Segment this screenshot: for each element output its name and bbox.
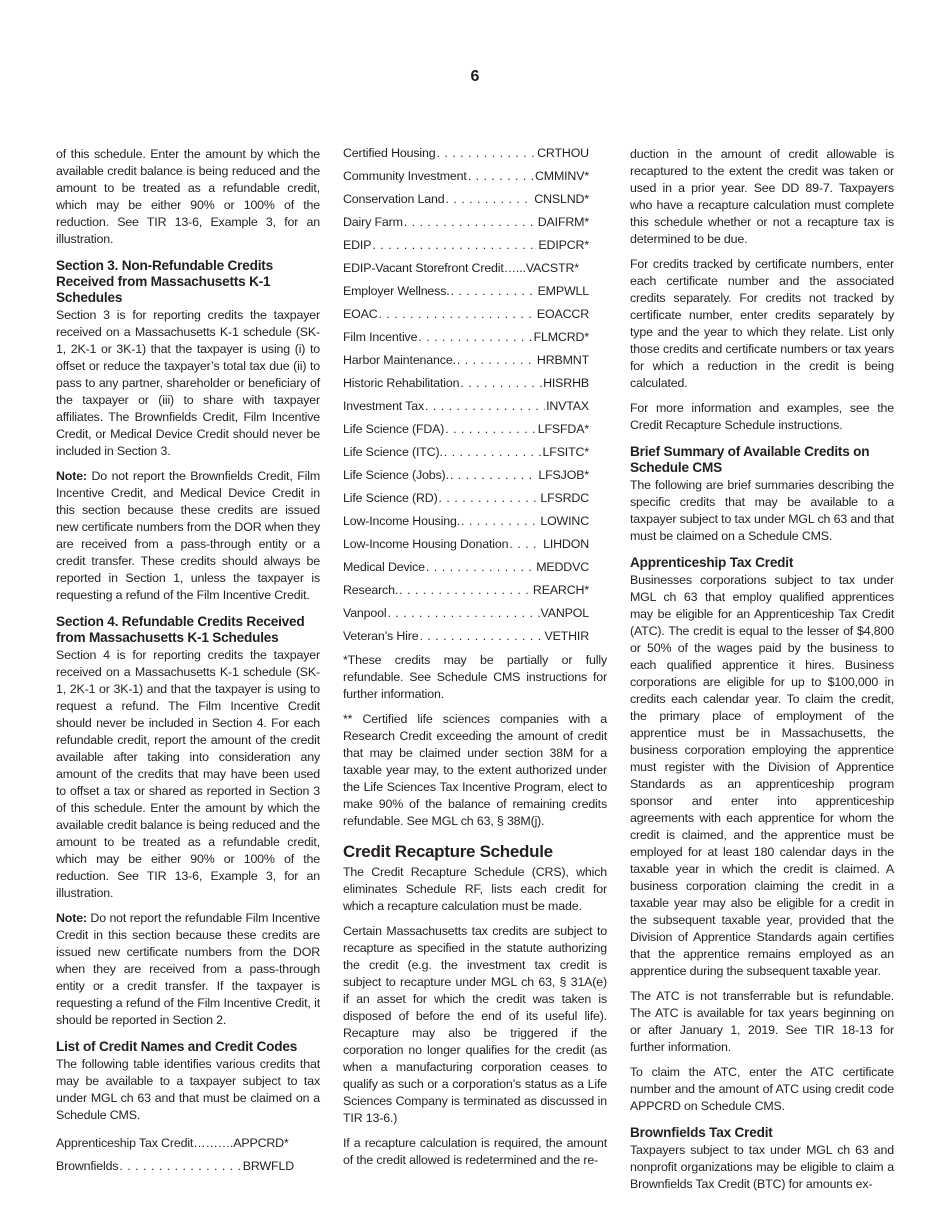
credit-code: MEDDVC [536,560,589,574]
leader-dots [445,418,536,441]
column-left [56,146,320,1178]
credit-code: LFSFDA* [537,422,589,436]
credit-name: Low-Income Housing Donation [343,537,509,551]
credit-code-row [56,1155,294,1178]
credit-code: VETHIR [544,629,589,643]
credit-name: Veteran’s Hire [343,629,419,643]
credit-code-row [56,1132,294,1155]
section-4-note [56,910,320,1029]
credit-name: Film Incentive [343,330,418,344]
note-label: Note: [56,469,87,483]
section-3-heading: Section 3. Non-Refundable Credits Received from Massachusetts K-1 Schedules [56,258,273,305]
credit-code: LOWINC [540,514,589,528]
credit-recapture-p1: The Credit Recapture Schedule (CRS), which eliminates Schedule RF, lists each credit for which a recapture calculation must be made. [343,865,607,913]
credit-code-row [343,418,589,441]
leader-dots [119,1155,241,1178]
credit-name: Life Science (RD) [343,491,438,505]
page-number: 6 [470,68,480,85]
column-middle [343,146,607,1177]
section-3-note [56,468,320,604]
credit-code: FLMCRD* [533,330,589,344]
credit-name: Investment Tax [343,399,425,413]
footnote-life-sciences: ** Certified life sciences companies with a Research Credit exceeding the amount of credit that may be claimed under section 38M for a taxable year may, to the extent authorized under the Life Sciences Tax Incentive Program, elect to make 90% of the balance of remaining credits refundable. See MGL ch 63, § 38M(j). [343,712,607,828]
credit-code: LFSRDC [540,491,589,505]
credit-name: Conservation Land [343,192,445,206]
credit-name: Research. [343,583,399,597]
note-text: Do not report the Brownfields Credit, Film Incentive Credit, and Medical Device Credit in this section because these credits are issued new certificate numbers from the DOR when they are received from a pass-through entity or a credit transfer. These credits should always be reported in Section 1, unless the taxpayer is requesting a refund of the Film Incentive Credit. [56,469,320,602]
credit-name: Brownfields [56,1159,119,1173]
credit-name: EDIP [343,238,372,252]
leader-dots [444,441,542,464]
leader-dots [451,280,537,303]
intro-paragraph: of this schedule. Enter the amount by which the available credit balance is being reduced and the amount to be treated as a refundable credit, which may be either 90% or 100% of the reduction. See TIR 13-6, Example 3, for an illustration. [56,147,320,246]
credit-code: VACSTR* [525,261,579,275]
leader-dots [426,556,535,579]
credit-name: Employer Wellness. [343,284,450,298]
leader-dots [372,234,537,257]
leader-dots [468,165,534,188]
credit-name: Life Science (ITC). [343,445,443,459]
credit-code-row [343,464,589,487]
credit-code: LIHDON [543,537,589,551]
credit-code-list [343,142,607,648]
credit-recapture-heading: Credit Recapture Schedule [343,842,553,861]
column-right [630,146,894,1201]
leader-dots [404,211,537,234]
credit-name: Harbor Maintenance. [343,353,456,367]
credit-code: VANPOL [540,606,589,620]
leader-dots [379,303,536,326]
credit-code-row [343,533,589,556]
credit-name: Certified Housing [343,146,436,160]
credit-list-heading: List of Credit Names and Credit Codes [56,1039,298,1054]
credit-code-row [343,303,589,326]
section-4-body: Section 4 is for reporting credits the taxpayer received on a Massachusetts K-1 schedule (SK-1, 2K-1 or 3K-1) and that the taxpayer is using to request a refund. The Film Incentive Credit should never be included in Section 4. For each refundable credit, report the amount of the credit available after taking into consideration any amount of the credits that may have been used to offset a tax or shared as reported in Section 3 of this schedule. Enter the amount by which the available credit balance is being reduced and the amount to be treated as a refundable credit, which may be either 90% or 100% of the reduction. See TIR 13-6, Example 3, for an illustration. [56,648,320,900]
credit-name: Life Science (Jobs). [343,468,449,482]
credit-code-list-left [56,1132,320,1178]
leader-dots [445,188,533,211]
credit-code: EOACCR [536,307,589,321]
credit-recapture-p3: If a recapture calculation is required, the amount of the credit allowed is redetermined and the re- [343,1136,607,1167]
apprenticeship-p2: The ATC is not transferrable but is refundable. The ATC is available for tax years beginning on or after January 1, 2019. See TIR 18-13 for further information. [630,989,894,1054]
apprenticeship-p1: Businesses corporations subject to tax under MGL ch 63 that employ qualified apprentices may be eligible for an Apprenticeship Tax Credit (ATC). The credit is equal to the lesser of $4,800 or 50% of the wages paid by the business to each qualified apprentice it hires. Business corporations are eligible for up to $100,000 in credits each calendar year. To claim the credit, the primary place of employment of the apprentice must be in Massachusetts, the business corporation employing the apprentice must register with the Division of Apprentice Standards as an apprenticeship program sponsor and enter into apprenticeship agreements with each apprentice for whom the credit is claimed, and the apprentice must be employed for at least 180 calendar days in the taxable year in which the credit is claimed. A business corporation claiming the credit in a taxable year may also be eligible for a credit in the subsequent taxable year, provided that the Division of Apprentice Standards again certifies that the apprentice remains employed as an apprentice during the subsequent taxable year. [630,573,894,978]
credit-code: CNSLND* [534,192,589,206]
credit-code: EDIPCR* [538,238,589,252]
credit-name: Dairy Farm [343,215,403,229]
leader-dots [439,487,540,510]
credit-code-row [343,211,589,234]
credit-code: EMPWLL [537,284,589,298]
leader-dots [509,533,542,556]
credit-code: CRTHOU [537,146,589,160]
leader-dots [437,142,537,165]
apprenticeship-p3: To claim the ATC, enter the ATC certificate number and the amount of ATC using credit code APPCRD on Schedule CMS. [630,1065,894,1113]
footnote-refundable: *These credits may be partially or fully refundable. See Schedule CMS instructions for further information. [343,653,607,701]
credit-code-row [343,441,589,464]
credit-name: Life Science (FDA) [343,422,445,436]
credit-code-row [343,510,589,533]
credit-code-row [343,280,589,303]
credit-name: Vanpool [343,606,387,620]
credit-name: Historic Rehabilitation [343,376,460,390]
credit-code: HRBMNT [536,353,589,367]
note-text: Do not report the refundable Film Incentive Credit in this section because these credits are issued new certificate numbers from the DOR when they are received from a pass-through entity or a credit transfer. If the taxpayer is requesting a refund of the Film Incentive Credit, it should be reported in Section 2. [56,911,320,1027]
leader-dots [450,464,538,487]
credit-code: DAIFRM* [537,215,589,229]
credit-code-row [343,395,589,418]
leader-dots [460,372,542,395]
more-information: For more information and examples, see the Credit Recapture Schedule instructions. [630,401,894,432]
brief-summary-body: The following are brief summaries describing the specific credits that may be available to a taxpayer subject to tax under MGL ch 63 and that must be claimed on a Schedule CMS. [630,478,894,543]
credit-code-row [343,326,589,349]
credit-code-row [343,372,589,395]
credit-code-row [343,487,589,510]
credit-name: EOAC [343,307,378,321]
credit-name: Community Investment [343,169,467,183]
credit-code-row [343,602,589,625]
leader-dots [425,395,545,418]
credit-name: EDIP-Vacant Storefront Credit…... [343,261,526,275]
credit-code: LFSJOB* [538,468,589,482]
credit-code: BRWFLD [242,1159,294,1173]
leader-dots [461,510,539,533]
leader-dots [388,602,540,625]
credit-name: Medical Device [343,560,425,574]
note-label: Note: [56,911,87,925]
credit-name: Low-Income Housing. [343,514,460,528]
credit-code: REARCH* [532,583,589,597]
credit-code-row [343,257,589,280]
credit-list-body: The following table identifies various credits that may be available to a taxpayer subject to tax under MGL ch 63 and that must be claimed on a Schedule CMS. [56,1057,320,1122]
leader-dots [399,579,532,602]
leader-dots [420,625,544,648]
credit-code: INVTAX [546,399,589,413]
credit-code: APPCRD* [233,1136,289,1150]
recapture-continued: duction in the amount of credit allowable is recaptured to the extent the credit was taken or used in a prior year. See DD 89-7. Taxpayers who have a recapture calculation must complete this schedule whether or not a recapture tax is determined to be due. [630,147,894,246]
section-4-heading: Section 4. Refundable Credits Received from Massachusetts K-1 Schedules [56,614,305,645]
credit-code: HISRHB [543,376,589,390]
credit-name: Apprenticeship Tax Credit………. [56,1136,234,1150]
credit-code-row [343,142,589,165]
credit-recapture-p2: Certain Massachusetts tax credits are subject to recapture as specified in the statute authorizing the credit (e.g. the investment tax credit is subject to recapture under MGL ch 63, § 31A(e) if an asset for which the credit was taken is disposed of before the end of its useful life). Recapture may also be triggered if the corporation no longer qualifies for the credit (as when a manufacturing corporation ceases to qualify as such or a corporation’s status as a Life Sciences Company is terminated as discussed in TIR 13-6.) [343,924,607,1125]
certificate-tracking: For credits tracked by certificate numbers, enter each certificate number and the associated credits separately. For credits not tracked by certificate number, enter credits separately by type and the year to which they relate. List only those credits and certificate numbers or tax years for which a reduction in the credit is being calculated. [630,257,894,390]
leader-dots [457,349,536,372]
credit-code-row [343,234,589,257]
credit-code-row [343,349,589,372]
credit-code: CMMINV* [534,169,589,183]
brief-summary-heading: Brief Summary of Available Credits on Schedule CMS [630,444,870,475]
credit-code-row [343,579,589,602]
brownfields-heading: Brownfields Tax Credit [630,1125,773,1140]
brownfields-p1: Taxpayers subject to tax under MGL ch 63 and nonprofit organizations may be eligible to claim a Brownfields Tax Credit (BTC) for amounts ex- [630,1143,894,1191]
section-3-body: Section 3 is for reporting credits the taxpayer received on a Massachusetts K-1 schedule (SK-1, 2K-1 or 3K-1) that the taxpayer is using (i) to offset or reduce the taxpayer’s total tax due (ii) to pass to any partner, shareholder or beneficiary of the taxpayer or (iii) to share with taxpayer affiliates. The Brownfields Credit, Film Incentive Credit, or Medical Device Credit should never be included in Section 3. [56,308,320,458]
credit-code-row [343,625,589,648]
credit-code-row [343,556,589,579]
credit-code-row [343,188,589,211]
leader-dots [418,326,532,349]
apprenticeship-heading: Apprenticeship Tax Credit [630,555,794,570]
credit-code-row [343,165,589,188]
credit-code: LFSITC* [542,445,589,459]
